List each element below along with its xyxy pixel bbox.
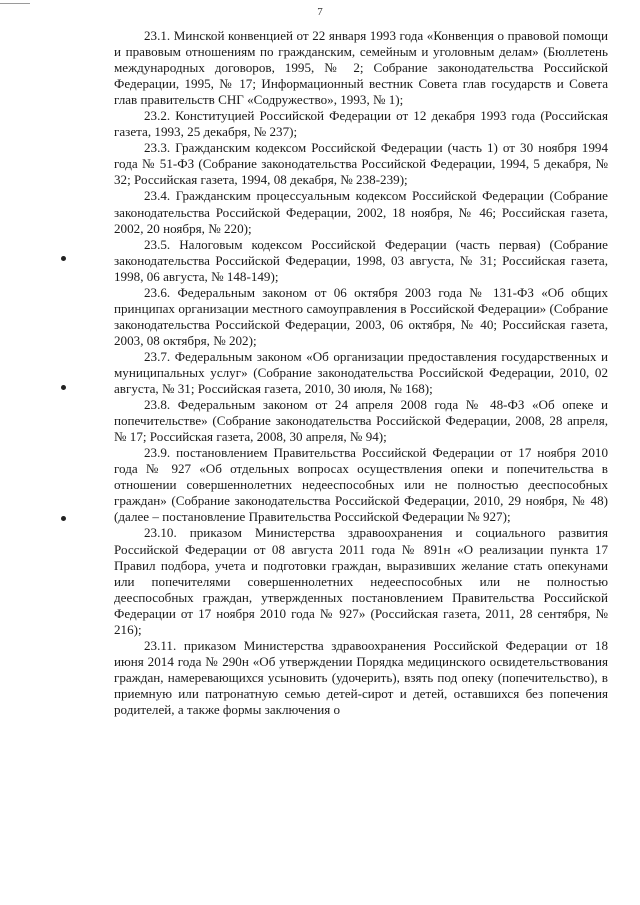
- list-item-23-4: 23.4. Гражданским процессуальным кодексом Российской Федерации (Собрание законодательства Российской Федерации, 2002, 18 ноября, № 46; Российская газета, 2002, 20 ноября, № 220);: [114, 188, 608, 236]
- margin-bullet-mark: [61, 516, 66, 521]
- list-item-23-3: 23.3. Гражданским кодексом Российской Федерации (часть 1) от 30 ноября 1994 года № 51-ФЗ (Собрание законодательства Российской Федерации, 1994, 5 декабря, № 32; Российская газета, 1994, 08 декабря, № 238-239);: [114, 140, 608, 188]
- scan-corner-mark: [0, 0, 30, 4]
- margin-bullet-mark: [61, 385, 66, 390]
- list-item-23-10: 23.10. приказом Министерства здравоохранения и социального развития Российской Федерации от 08 августа 2011 года № 891н «О реализации пункта 17 Правил подбора, учета и подготовки граждан, выразивших желание стать опекунами или попечителями совершеннолетних недееспособных или не полностью дееспособных граждан, утвержденных постановлением Правительства Российской Федерации от 17 ноября 2010 года № 927» (Российская газета, 2011, 28 сентября, № 216);: [114, 525, 608, 637]
- list-item-23-1: 23.1. Минской конвенцией от 22 января 1993 года «Конвенция о правовой помощи и правовым отношениям по гражданским, семейным и уголовным делам» (Бюллетень международных договоров, 1995, № 2; Собрание законодательства Российской Федерации, 1995, № 17; Информационный вестник Совета глав государств и Совета глав правительств СНГ «Содружество», 1993, № 1);: [114, 28, 608, 108]
- margin-bullet-mark: [61, 256, 66, 261]
- list-item-23-2: 23.2. Конституцией Российской Федерации от 12 декабря 1993 года (Российская газета, 1993, 25 декабря, № 237);: [114, 108, 608, 140]
- list-item-23-6: 23.6. Федеральным законом от 06 октября 2003 года № 131-ФЗ «Об общих принципах организации местного самоуправления в Российской Федерации» (Собрание законодательства Российской Федерации, 2003, 06 октября, № 40; Российская газета, 2003, 08 октября, № 202);: [114, 284, 608, 348]
- document-body: [114, 28, 608, 718]
- list-item-23-5: 23.5. Налоговым кодексом Российской Федерации (часть первая) (Собрание законодательства Российской Федерации, 1998, 03 августа, № 31; Российская газета, 1998, 06 августа, № 148-149);: [114, 236, 608, 284]
- list-item-23-8: 23.8. Федеральным законом от 24 апреля 2008 года № 48-ФЗ «Об опеке и попечительстве» (Собрание законодательства Российской Федерации, 2008, 28 апреля, № 17; Российская газета, 2008, 30 апреля, № 94);: [114, 397, 608, 445]
- list-item-23-11: 23.11. приказом Министерства здравоохранения Российской Федерации от 18 июня 2014 года № 290н «Об утверждении Порядка медицинского освидетельствования граждан, намеревающихся усыновить (удочерить), взять под опеку (попечительство), в приемную или патронатную семью детей-сирот и детей, оставшихся без попечения родителей, а также формы заключения о: [114, 637, 608, 717]
- list-item-23-9: 23.9. постановлением Правительства Российской Федерации от 17 ноября 2010 года № 927 «Об отдельных вопросах осуществления опеки и попечительства в отношении совершеннолетних недееспособных или не полностью дееспособных граждан» (Собрание законодательства Российской Федерации, 2010, 29 ноября, № 48) (далее – постановление Правительства Российской Федерации № 927);: [114, 445, 608, 525]
- list-item-23-7: 23.7. Федеральным законом «Об организации предоставления государственных и муниципальных услуг» (Собрание законодательства Российской Федерации, 2010, 02 августа, № 31; Российская газета, 2010, 30 июля, № 168);: [114, 348, 608, 397]
- page-number: 7: [317, 6, 323, 18]
